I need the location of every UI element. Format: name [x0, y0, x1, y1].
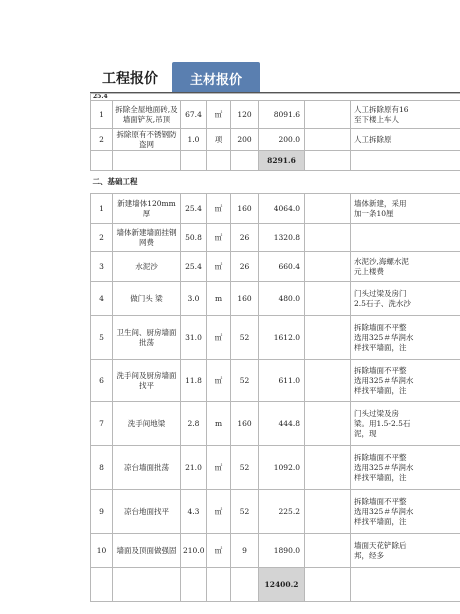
quote-sheet: [90, 93, 460, 614]
unit-price: 52: [231, 446, 259, 490]
empty-cell: [113, 568, 181, 602]
unit: ㎡: [207, 252, 231, 282]
unit-price: 160: [231, 402, 259, 446]
empty-cell: [91, 151, 113, 171]
unit-price: 160: [231, 194, 259, 224]
table-row: [91, 224, 460, 252]
spacer-cell: [305, 490, 351, 534]
line-total: 1612.0: [259, 316, 305, 360]
row-number: 7: [91, 402, 113, 446]
quantity: 67.4: [181, 101, 207, 129]
quantity: 50.8: [181, 224, 207, 252]
quote-table-body: [91, 94, 460, 602]
spacer-cell: [305, 360, 351, 402]
process-note: 门头过梁及房 梁。用1.5-2.5石 泥，现: [351, 402, 460, 446]
spacer-cell: [305, 446, 351, 490]
line-total: 660.4: [259, 252, 305, 282]
item-name: 凉台地面找平: [113, 490, 181, 534]
subtotal-value: 12400.2: [259, 568, 305, 602]
item-name: 拆除全屋地面砖,及墙面铲灰,吊顶: [113, 101, 181, 129]
line-total: 1320.8: [259, 224, 305, 252]
unit-price: 26: [231, 252, 259, 282]
section-title: 二、基础工程: [91, 171, 460, 194]
quantity: 210.0: [181, 534, 207, 568]
spacer-cell: [305, 534, 351, 568]
unit-price: 200: [231, 129, 259, 151]
unit-price: 160: [231, 282, 259, 316]
empty-cell: [91, 568, 113, 602]
line-total: 8091.6: [259, 101, 305, 129]
tab-project-quote[interactable]: 工程报价: [90, 62, 172, 92]
quantity: 4.3: [181, 490, 207, 534]
quote-table: [90, 93, 460, 602]
line-total: 480.0: [259, 282, 305, 316]
table-row: [91, 316, 460, 360]
row-number: 2: [91, 129, 113, 151]
empty-cell: [207, 568, 231, 602]
quantity: 2.8: [181, 402, 207, 446]
base-total-row: [91, 568, 460, 602]
line-total: 1890.0: [259, 534, 305, 568]
process-note: 门头过梁及房门 2.5石子、洗水沙: [351, 282, 460, 316]
empty-cell: [305, 151, 351, 171]
row-number: 6: [91, 360, 113, 402]
unit: ㎡: [207, 224, 231, 252]
process-note: 墙体新建，采用 加一条10厘: [351, 194, 460, 224]
line-total: 225.2: [259, 490, 305, 534]
unit-price: 120: [231, 101, 259, 129]
unit: 项: [207, 129, 231, 151]
unit: ㎡: [207, 316, 231, 360]
row-number: 8: [91, 446, 113, 490]
quantity: 1.0: [181, 129, 207, 151]
empty-cell: [181, 568, 207, 602]
item-name: 水泥沙: [113, 252, 181, 282]
unit-price: 9: [231, 534, 259, 568]
quantity: 31.0: [181, 316, 207, 360]
spacer-cell: [305, 129, 351, 151]
table-row: [91, 402, 460, 446]
top-value: 25.4: [91, 94, 460, 101]
row-number: 1: [91, 194, 113, 224]
process-note: 人工拆除原有16 至下楼上车人: [351, 101, 460, 129]
empty-cell: [351, 568, 460, 602]
header-tabs: [90, 62, 260, 92]
empty-cell: [207, 151, 231, 171]
row-number: 10: [91, 534, 113, 568]
unit: ㎡: [207, 194, 231, 224]
table-row: [91, 360, 460, 402]
tab-main-materials[interactable]: 主材报价: [172, 62, 260, 92]
spacer-cell: [305, 224, 351, 252]
unit: ㎡: [207, 101, 231, 129]
quantity: 3.0: [181, 282, 207, 316]
section-header-row: [91, 171, 460, 194]
demolition-subtotal-row: [91, 151, 460, 171]
subtotal-value: 8291.6: [259, 151, 305, 171]
quantity: 11.8: [181, 360, 207, 402]
unit: ㎡: [207, 446, 231, 490]
unit: m: [207, 402, 231, 446]
item-name: 凉台墙面批荡: [113, 446, 181, 490]
process-note: 水泥沙,海螺水泥 元上楼费: [351, 252, 460, 282]
row-number: 5: [91, 316, 113, 360]
empty-cell: [231, 568, 259, 602]
process-note: 拆除墙面不平整 选用325＃华润水 样找平墙面，注: [351, 360, 460, 402]
row-number: 4: [91, 282, 113, 316]
item-name: 洗手间地梁: [113, 402, 181, 446]
row-number: 1: [91, 101, 113, 129]
row-number: 2: [91, 224, 113, 252]
table-row: [91, 534, 460, 568]
empty-cell: [113, 151, 181, 171]
line-total: 444.8: [259, 402, 305, 446]
spacer-cell: [305, 316, 351, 360]
line-total: 1092.0: [259, 446, 305, 490]
unit-price: 52: [231, 490, 259, 534]
item-name: 墙面及顶面做强固: [113, 534, 181, 568]
empty-cell: [351, 151, 460, 171]
unit: m: [207, 282, 231, 316]
item-name: 新建墙体120mm厚: [113, 194, 181, 224]
item-name: 做门头 梁: [113, 282, 181, 316]
table-row: [91, 129, 460, 151]
process-note: 墙面天花铲除后 邦，经多: [351, 534, 460, 568]
line-total: 200.0: [259, 129, 305, 151]
spacer-cell: [305, 252, 351, 282]
process-note: [351, 224, 460, 252]
process-note: 拆除墙面不平整 选用325＃华润水 样找平墙面，注: [351, 490, 460, 534]
row-number: 3: [91, 252, 113, 282]
unit-price: 52: [231, 360, 259, 402]
item-name: 卫生间、厨房墙面批荡: [113, 316, 181, 360]
unit: ㎡: [207, 490, 231, 534]
process-note: 拆除墙面不平整 选用325＃华润水 样找平墙面，注: [351, 316, 460, 360]
spacer-cell: [305, 101, 351, 129]
empty-cell: [181, 151, 207, 171]
process-note: 人工拆除原: [351, 129, 460, 151]
empty-cell: [231, 151, 259, 171]
table-row: [91, 252, 460, 282]
item-name: 拆除原有不锈钢防盗网: [113, 129, 181, 151]
table-row: [91, 101, 460, 129]
item-name: 墙体新建墙面挂钢网费: [113, 224, 181, 252]
unit: ㎡: [207, 534, 231, 568]
process-note: 拆除墙面不平整 选用325＃华润水 样找平墙面，注: [351, 446, 460, 490]
item-name: 洗手间及厨房墙面找平: [113, 360, 181, 402]
spacer-cell: [305, 282, 351, 316]
spacer-cell: [305, 194, 351, 224]
top-cutoff-row: [91, 94, 460, 101]
table-row: [91, 446, 460, 490]
table-row: [91, 282, 460, 316]
table-row: [91, 194, 460, 224]
unit-price: 52: [231, 316, 259, 360]
quantity: 25.4: [181, 252, 207, 282]
line-total: 611.0: [259, 360, 305, 402]
unit-price: 26: [231, 224, 259, 252]
quantity: 21.0: [181, 446, 207, 490]
quantity: 25.4: [181, 194, 207, 224]
unit: ㎡: [207, 360, 231, 402]
empty-cell: [305, 568, 351, 602]
table-row: [91, 490, 460, 534]
spacer-cell: [305, 402, 351, 446]
row-number: 9: [91, 490, 113, 534]
line-total: 4064.0: [259, 194, 305, 224]
